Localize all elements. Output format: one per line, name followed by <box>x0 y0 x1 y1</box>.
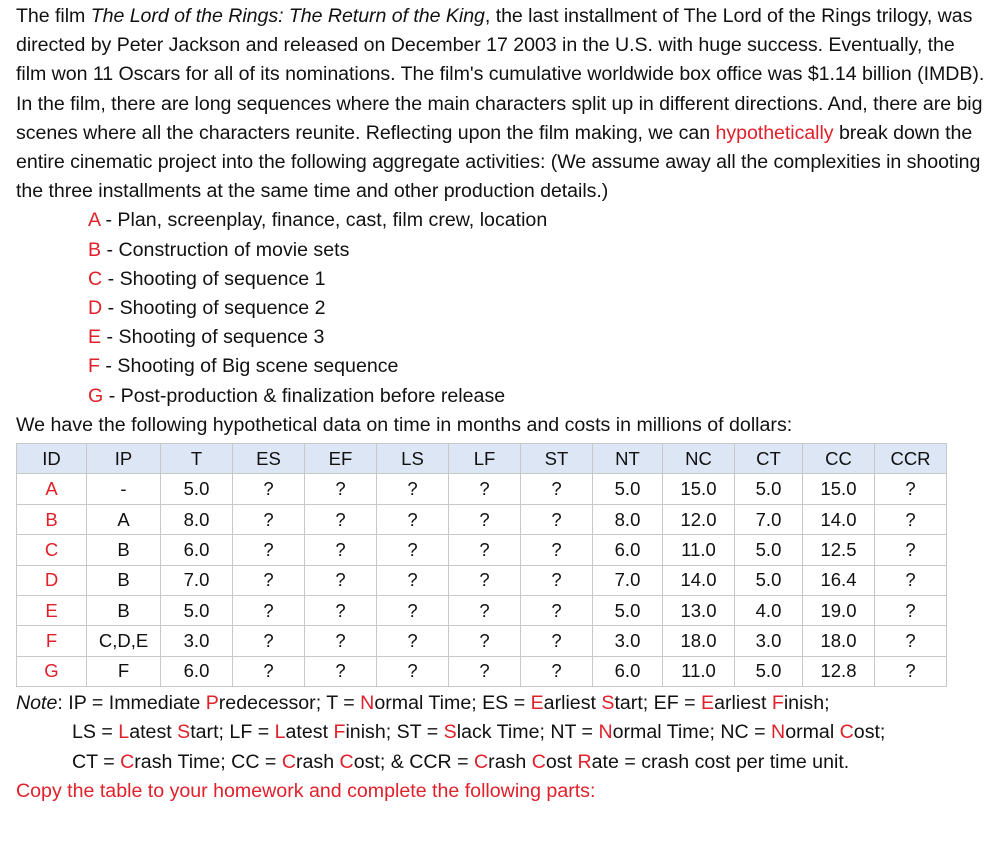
table-cell: ? <box>875 565 947 595</box>
table-cell: 3.0 <box>735 626 803 656</box>
note-segment: IP = Immediate <box>68 692 206 715</box>
table-cell: 19.0 <box>803 596 875 626</box>
column-header: T <box>161 444 233 474</box>
table-cell: ? <box>449 656 521 686</box>
table-cell: ? <box>449 626 521 656</box>
table-cell: ? <box>233 535 305 565</box>
table-cell: 7.0 <box>161 565 233 595</box>
activity-code: E <box>88 326 102 349</box>
note-segment: L <box>274 721 286 744</box>
table-row <box>17 474 947 504</box>
activity-separator: - <box>101 326 119 349</box>
activity-description: Shooting of sequence 1 <box>119 267 326 290</box>
table-cell: ? <box>233 565 305 595</box>
column-header: NT <box>593 444 663 474</box>
note-segment: C <box>839 721 854 744</box>
table-cell: 11.0 <box>663 656 735 686</box>
table-body <box>17 474 947 687</box>
table-cell: ? <box>875 656 947 686</box>
note-segment: N <box>360 692 375 715</box>
activity-description: Shooting of sequence 2 <box>119 297 326 320</box>
note-segment: ate = crash cost per time unit. <box>591 750 850 773</box>
table-cell: 3.0 <box>161 626 233 656</box>
note-segment: P <box>205 692 219 715</box>
document-page <box>16 0 986 806</box>
table-cell: ? <box>521 626 593 656</box>
activity-item <box>88 294 986 323</box>
activity-data-table <box>16 443 947 687</box>
note-segment: ost <box>545 750 578 773</box>
activity-item <box>88 323 986 352</box>
activity-description: Plan, screenplay, finance, cast, film crew, location <box>117 209 548 232</box>
table-row <box>17 535 947 565</box>
table-cell: ? <box>305 535 377 565</box>
note-segment: rash <box>488 750 532 773</box>
table-cell: 7.0 <box>735 504 803 534</box>
table-cell: B <box>87 535 161 565</box>
table-intro: We have the following hypothetical data on time in months and costs in millions of dollars: <box>16 413 793 436</box>
table-row <box>17 504 947 534</box>
column-header: NC <box>663 444 735 474</box>
table-cell: 11.0 <box>663 535 735 565</box>
table-cell: 15.0 <box>803 474 875 504</box>
table-cell: 12.8 <box>803 656 875 686</box>
note-label: Note <box>16 692 58 715</box>
table-cell: - <box>87 474 161 504</box>
note-segment: tart; EF = <box>614 692 702 715</box>
note-segment: LS = <box>72 721 119 744</box>
activity-description: Construction of movie sets <box>118 238 350 261</box>
activity-description: Shooting of Big scene sequence <box>117 355 399 378</box>
note-line <box>16 748 986 777</box>
note-segment: CT = <box>72 750 121 773</box>
column-header: CT <box>735 444 803 474</box>
table-cell: ? <box>377 565 449 595</box>
activity-id-cell: B <box>17 504 87 534</box>
activity-id-cell: G <box>17 656 87 686</box>
note-segment: tart; LF = <box>190 721 275 744</box>
table-cell: 18.0 <box>803 626 875 656</box>
column-header: IP <box>87 444 161 474</box>
table-cell: ? <box>377 504 449 534</box>
table-cell: ? <box>875 626 947 656</box>
note-line: Note: IP = Immediate Predecessor; T = Normal Time; ES = Earliest Start; EF = Earliest Finish; <box>16 692 830 715</box>
table-cell: 6.0 <box>593 656 663 686</box>
activity-item <box>88 265 986 294</box>
table-cell: ? <box>305 596 377 626</box>
column-header: LS <box>377 444 449 474</box>
table-cell: ? <box>305 656 377 686</box>
table-cell: 5.0 <box>161 596 233 626</box>
table-cell: B <box>87 596 161 626</box>
table-cell: ? <box>875 535 947 565</box>
note-segment: inish; ST = <box>345 721 444 744</box>
activity-code: A <box>88 209 100 232</box>
table-cell: ? <box>377 474 449 504</box>
table-cell: ? <box>233 656 305 686</box>
table-cell: 12.0 <box>663 504 735 534</box>
table-cell: 7.0 <box>593 565 663 595</box>
table-cell: C,D,E <box>87 626 161 656</box>
table-cell: ? <box>521 565 593 595</box>
note-line <box>16 718 986 747</box>
table-header-row <box>17 444 947 474</box>
note-segment: L <box>118 721 130 744</box>
note-segment: S <box>601 692 615 715</box>
table-cell: 14.0 <box>663 565 735 595</box>
note-segment: C <box>531 750 546 773</box>
table-cell: ? <box>305 626 377 656</box>
table-cell: ? <box>377 535 449 565</box>
table-cell: 4.0 <box>735 596 803 626</box>
table-cell: ? <box>233 596 305 626</box>
activity-code: F <box>88 355 100 378</box>
table-row <box>17 656 947 686</box>
table-cell: 18.0 <box>663 626 735 656</box>
activity-code: C <box>88 267 103 290</box>
activity-item <box>88 352 986 381</box>
note-segment: redecessor; T = <box>218 692 361 715</box>
note-segment: rash <box>295 750 340 773</box>
abbreviation-note <box>16 689 986 777</box>
note-segment: C <box>339 750 354 773</box>
table-cell: ? <box>233 474 305 504</box>
activity-description: Post-production & finalization before release <box>120 384 506 407</box>
activity-id-cell: E <box>17 596 87 626</box>
note-segment: ost; <box>853 721 886 744</box>
activity-separator: - <box>102 267 120 290</box>
note-segment: E <box>530 692 544 715</box>
note-segment: C <box>474 750 489 773</box>
table-cell: ? <box>233 626 305 656</box>
column-header: ST <box>521 444 593 474</box>
note-segment: ormal <box>785 721 840 744</box>
table-cell: 5.0 <box>735 474 803 504</box>
table-cell: ? <box>377 626 449 656</box>
activity-id-cell: C <box>17 535 87 565</box>
table-cell: ? <box>521 596 593 626</box>
intro-paragraph <box>16 0 986 206</box>
note-segment: rash Time; CC = <box>134 750 282 773</box>
activity-separator: - <box>101 238 119 261</box>
table-cell: ? <box>305 565 377 595</box>
table-cell: A <box>87 504 161 534</box>
note-segment: ost; & CCR = <box>353 750 475 773</box>
note-segment: N <box>598 721 613 744</box>
table-cell: ? <box>521 656 593 686</box>
table-cell: 6.0 <box>161 535 233 565</box>
table-cell: ? <box>521 535 593 565</box>
closing-instruction: Copy the table to your homework and complete the following parts: <box>16 779 596 802</box>
activity-list <box>16 206 986 410</box>
activity-item <box>88 236 986 265</box>
table-cell: ? <box>875 504 947 534</box>
note-segment: arliest <box>714 692 772 715</box>
note-segment: S <box>177 721 191 744</box>
activity-separator: - <box>103 384 121 407</box>
table-cell: 8.0 <box>593 504 663 534</box>
table-cell: ? <box>521 504 593 534</box>
note-segment: C <box>120 750 135 773</box>
intro-text-body: , the last installment of The Lord of the Rings trilogy, was directed by Peter Jackson and released on December 17 2003 in the U.S. with huge success. Eventually, the film won 11 Oscars for all of its nominations. The film's cumulative worldwide box office was $1.14 billion (IMDB). In the film, there are long sequences where the main characters split up in different directions. And, there are big scenes where all the characters reunite. Reflecting upon the film making, we can <box>16 5 985 144</box>
activity-description: Shooting of sequence 3 <box>118 326 325 349</box>
activity-separator: - <box>99 355 118 378</box>
column-header: ID <box>17 444 87 474</box>
table-cell: 5.0 <box>735 656 803 686</box>
table-cell: ? <box>875 596 947 626</box>
highlight-word: hypothetically <box>715 121 834 144</box>
activity-separator: - <box>102 297 120 320</box>
note-segment: inish; <box>783 692 830 715</box>
table-cell: ? <box>449 596 521 626</box>
table-cell: 14.0 <box>803 504 875 534</box>
column-header: CC <box>803 444 875 474</box>
note-segment: N <box>771 721 786 744</box>
table-cell: F <box>87 656 161 686</box>
table-cell: ? <box>305 474 377 504</box>
table-cell: 6.0 <box>161 656 233 686</box>
activity-id-cell: F <box>17 626 87 656</box>
note-segment: arliest <box>543 692 602 715</box>
table-cell: B <box>87 565 161 595</box>
activity-separator: - <box>100 209 118 232</box>
note-segment: ormal Time; NC = <box>612 721 772 744</box>
note-segment: C <box>281 750 296 773</box>
note-segment: S <box>443 721 457 744</box>
note-segment: atest <box>285 721 334 744</box>
table-cell: ? <box>233 504 305 534</box>
activity-code: B <box>88 238 102 261</box>
column-header: LF <box>449 444 521 474</box>
activity-code: G <box>88 384 104 407</box>
table-cell: ? <box>449 565 521 595</box>
table-cell: ? <box>875 474 947 504</box>
table-cell: 6.0 <box>593 535 663 565</box>
table-cell: ? <box>449 474 521 504</box>
table-cell: 16.4 <box>803 565 875 595</box>
note-segment: lack Time; NT = <box>456 721 599 744</box>
table-cell: ? <box>377 596 449 626</box>
table-row <box>17 565 947 595</box>
table-cell: 13.0 <box>663 596 735 626</box>
table-cell: 3.0 <box>593 626 663 656</box>
table-cell: 5.0 <box>593 596 663 626</box>
table-cell: 12.5 <box>803 535 875 565</box>
note-segment: F <box>771 692 784 715</box>
table-cell: 5.0 <box>735 535 803 565</box>
film-title: The Lord of the Rings: The Return of the King <box>90 5 485 27</box>
intro-text-start: The film <box>16 5 91 27</box>
note-segment: atest <box>129 721 178 744</box>
intro-text-end: break down the entire cinematic project into the following aggregate activities: (We assume away all the complexities in shooting the three installments at the same time and other production details.) <box>16 121 981 203</box>
table-cell: 15.0 <box>663 474 735 504</box>
table-cell: 5.0 <box>161 474 233 504</box>
note-segment: ormal Time; ES = <box>374 692 531 715</box>
table-cell: ? <box>521 474 593 504</box>
table-cell: ? <box>449 504 521 534</box>
table-cell: 8.0 <box>161 504 233 534</box>
column-header: EF <box>305 444 377 474</box>
activity-code: D <box>88 297 103 320</box>
table-cell: 5.0 <box>735 565 803 595</box>
activity-item <box>88 382 986 411</box>
note-segment: R <box>577 750 592 773</box>
note-segment: F <box>333 721 346 744</box>
table-cell: ? <box>449 535 521 565</box>
table-cell: 5.0 <box>593 474 663 504</box>
table-cell: ? <box>377 656 449 686</box>
activity-id-cell: A <box>17 474 87 504</box>
column-header: CCR <box>875 444 947 474</box>
table-cell: ? <box>305 504 377 534</box>
table-row <box>17 596 947 626</box>
table-row <box>17 626 947 656</box>
note-segment: E <box>701 692 715 715</box>
activity-item <box>88 206 986 235</box>
activity-id-cell: D <box>17 565 87 595</box>
column-header: ES <box>233 444 305 474</box>
